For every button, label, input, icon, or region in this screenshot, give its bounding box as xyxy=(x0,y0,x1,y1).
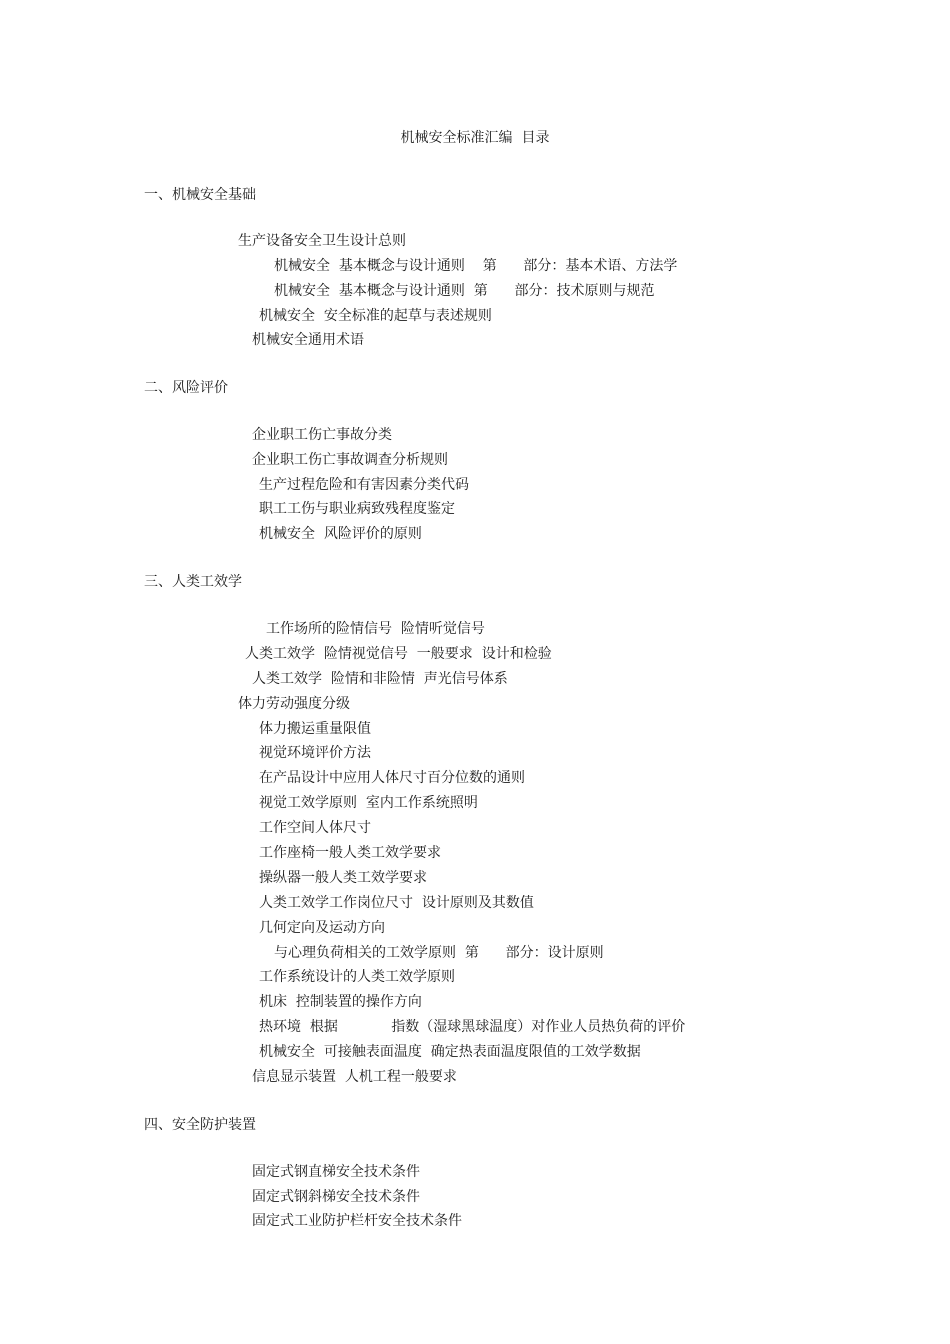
toc-item: 机械安全 可接触表面温度 确定热表面温度限值的工效学数据 xyxy=(259,1044,641,1060)
toc-item: 工作系统设计的人类工效学原则 xyxy=(259,969,455,985)
toc-item: 工作场所的险情信号 险情听觉信号 xyxy=(266,621,485,637)
toc-item: 工作空间人体尺寸 xyxy=(259,820,371,836)
toc-item: 体力劳动强度分级 xyxy=(238,696,350,712)
toc-item: 机械安全 基本概念与设计通则 第 部分：基本术语、方法学 xyxy=(274,258,678,274)
toc-item: 企业职工伤亡事故分类 xyxy=(252,427,392,443)
toc-item: 固定式工业防护栏杆安全技术条件 xyxy=(252,1213,462,1229)
toc-item: 视觉环境评价方法 xyxy=(259,745,371,761)
toc-item: 在产品设计中应用人体尺寸百分位数的通则 xyxy=(259,770,525,786)
toc-item: 操纵器一般人类工效学要求 xyxy=(259,870,427,886)
toc-item: 固定式钢斜梯安全技术条件 xyxy=(252,1189,420,1205)
toc-item: 机械安全 风险评价的原则 xyxy=(259,526,422,542)
toc-item: 热环境 根据 指数（湿球黑球温度）对作业人员热负荷的评价 xyxy=(259,1019,686,1035)
toc-item: 信息显示装置 人机工程一般要求 xyxy=(252,1069,457,1085)
section-heading-guards: 四、安全防护装置 xyxy=(144,1117,256,1133)
toc-item: 机械安全通用术语 xyxy=(252,332,364,348)
toc-item: 职工工伤与职业病致残程度鉴定 xyxy=(259,501,455,517)
document-title: 机械安全标准汇编 目录 xyxy=(400,130,550,146)
toc-item: 生产设备安全卫生设计总则 xyxy=(238,233,406,249)
section-heading-basics: 一、机械安全基础 xyxy=(144,187,256,203)
toc-item: 工作座椅一般人类工效学要求 xyxy=(259,845,441,861)
toc-item: 机械安全 基本概念与设计通则 第 部分：技术原则与规范 xyxy=(274,283,655,299)
toc-item: 机械安全 安全标准的起草与表述规则 xyxy=(259,308,492,324)
toc-item: 与心理负荷相关的工效学原则 第 部分：设计原则 xyxy=(274,945,604,961)
section-heading-ergonomics: 三、人类工效学 xyxy=(144,574,242,590)
toc-item: 视觉工效学原则 室内工作系统照明 xyxy=(259,795,478,811)
toc-item: 生产过程危险和有害因素分类代码 xyxy=(259,477,469,493)
toc-item: 体力搬运重量限值 xyxy=(259,721,371,737)
toc-item: 固定式钢直梯安全技术条件 xyxy=(252,1164,420,1180)
toc-item: 企业职工伤亡事故调查分析规则 xyxy=(252,452,448,468)
section-heading-risk: 二、风险评价 xyxy=(144,380,228,396)
toc-item: 人类工效学 险情视觉信号 一般要求 设计和检验 xyxy=(245,646,552,662)
toc-item: 人类工效学工作岗位尺寸 设计原则及其数值 xyxy=(259,895,534,911)
toc-item: 人类工效学 险情和非险情 声光信号体系 xyxy=(252,671,508,687)
toc-item: 几何定向及运动方向 xyxy=(259,920,385,936)
toc-item: 机床 控制装置的操作方向 xyxy=(259,994,422,1010)
